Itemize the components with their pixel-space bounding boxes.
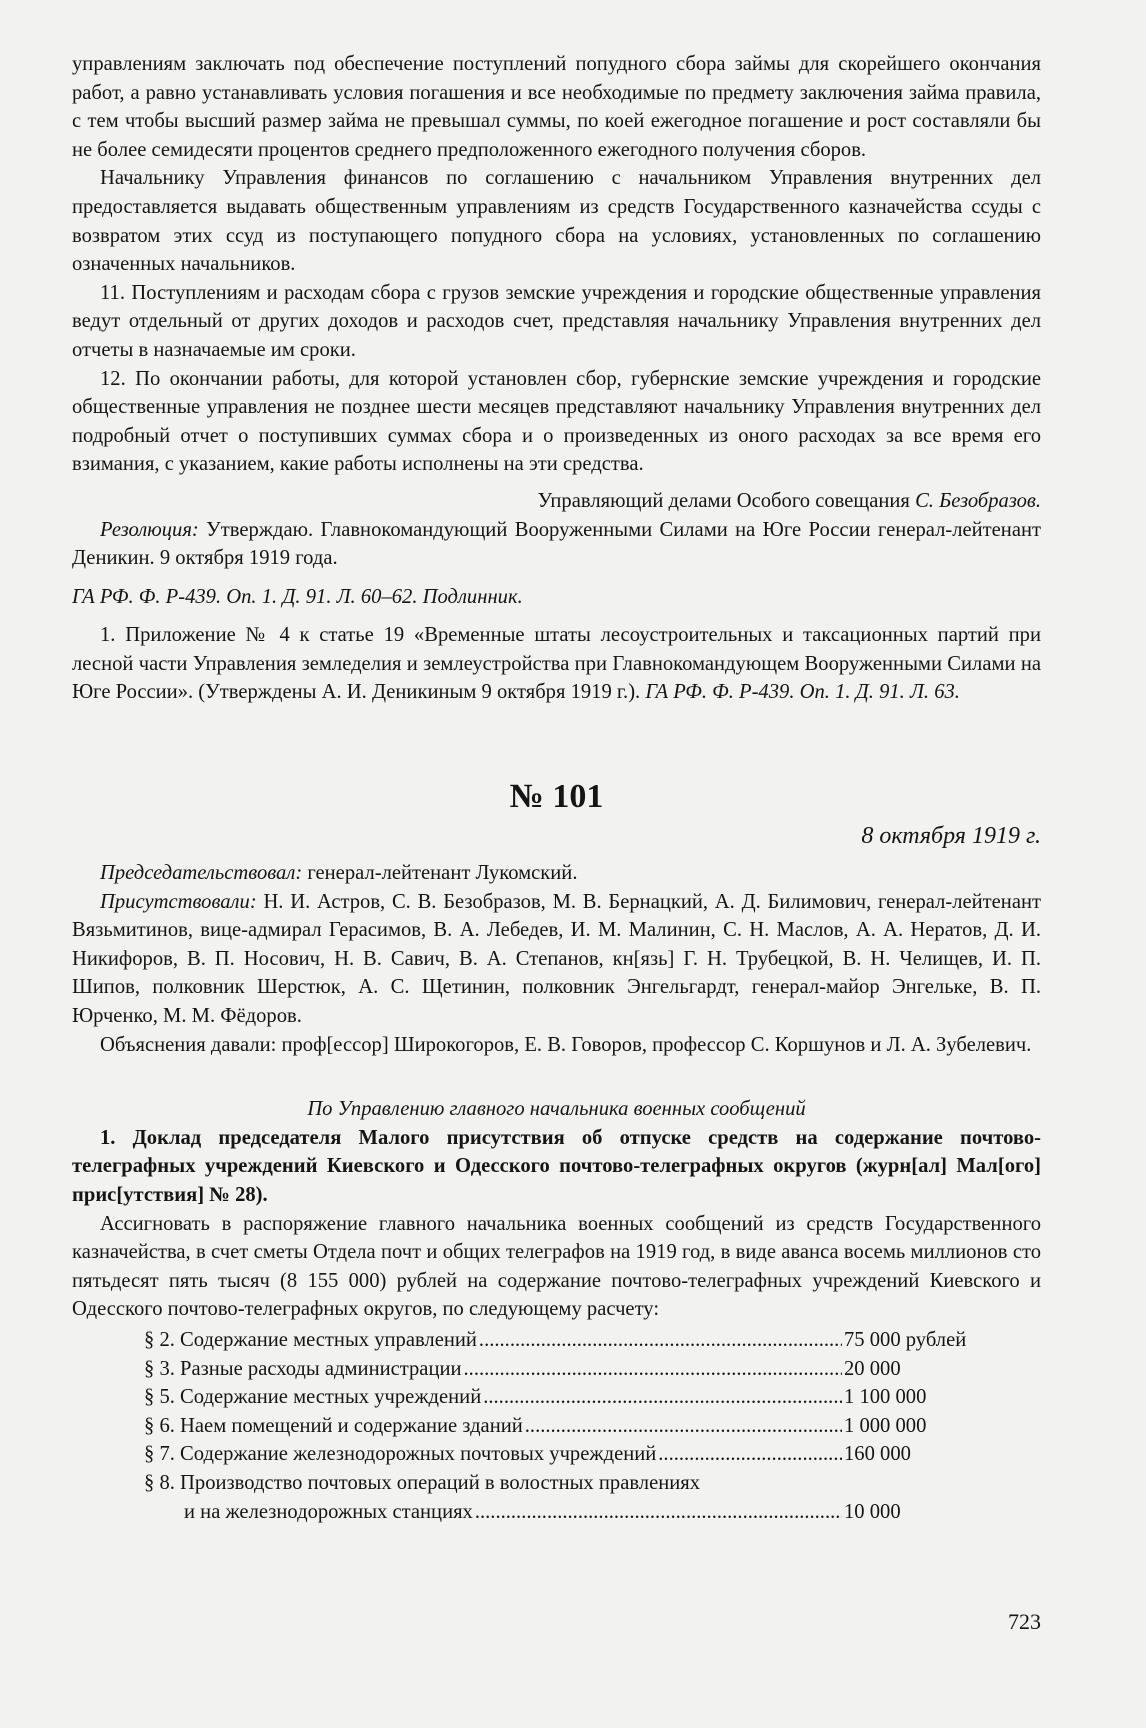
expense-amount: 20 000 [844,1357,901,1380]
expense-label: § 8. Производство почтовых операций в волостных правлениях [144,1471,701,1494]
continuation-paragraph: управлениям заключать под обеспечение поступлений попудного сбора займы для скорейшего окончания работ, а равно устанавливать условия погашения и все необходимые по предмету заключения займа правила, с тем чтобы высший размер займа не превышал суммы, по коей ежегодное погашение и рост составляли бы не более семидесяти процентов среднего предположенного ежегодного получения сборов. [72,53,1041,161]
expense-list [144,1326,984,1526]
signature [72,487,1041,516]
expense-amount: 1 000 000 [844,1414,927,1437]
chaired-label: Председательствовал: [100,862,303,885]
finance-paragraph: Начальнику Управления финансов по соглашению с начальником Управления внутренних дел предоставляется выдавать общественным управлениям из средств Государственного казначейства ссуды с возвратом этих ссуд из поступающего попудного сбора на условиях, установленных по соглашению означенных начальников. [72,167,1041,276]
expense-amount: 1 100 000 [844,1386,927,1409]
present-paragraph [72,888,1041,1031]
present-names: Н. И. Астров, С. В. Безобразов, М. В. Бернацкий, А. Д. Билимович, генерал-лейтенант Вязьмитинов, вице-адмирал Герасимов, В. А. Лебедев, И. М. Малинин, С. Н. Маслов, А. А. Нератов, Д. И. Никифоров, В. П. Носович, Н. В. Савич, В. А. Степанов, кн[язь] Г. Н. Трубецкой, В. Н. Челищев, И. П. Шипов, полковник Шерстюк, А. С. Щетинин, полковник Энгельгардт, генерал-майор Энгельке, В. П. Юрченко, М. М. Фёдоров. [72,890,1041,1028]
resolution-text: Утверждаю. Главнокомандующий Вооруженными Силами на Юге России генерал-лейтенант Деникин. 9 октября 1919 года. [72,518,1041,570]
appendix-text: 1. Приложение № 4 к статье 19 «Временные штаты лесоустроительных и таксационных партий при лесной части Управления земледелия и землеустройства при Главнокомандующем Вооруженными Силами на Юге России». (Утверждены А. И. Деникиным 9 октября 1919 г.). [72,624,1041,704]
document-number: № 101 [509,778,604,816]
chaired-name: генерал-лейтенант Лукомский. [307,862,578,885]
appendix-reference: ГА РФ. Ф. Р-439. Оп. 1. Д. 91. Л. 63. [645,681,960,704]
expense-label: § 7. Содержание железнодорожных почтовых учреждений [144,1443,657,1466]
expense-row-last-head [144,1469,984,1498]
document-date: 8 октября 1919 г. [861,823,1041,850]
chaired-line [72,859,1041,888]
expense-row-last [144,1498,984,1527]
explained-paragraph: Объяснения давали: проф[ессор] Широкогоров, Е. В. Говоров, профессор С. Коршунов и Л. А. Зубелевич. [100,1033,1032,1056]
appendix-note [72,621,1041,707]
expense-amount: 10 000 [844,1500,901,1523]
expense-label-continued: и на железнодорожных станциях [184,1500,473,1523]
expense-row [144,1326,984,1355]
signature-role: Управляющий делами Особого совещания [537,489,910,512]
expense-label: § 2. Содержание местных управлений [144,1328,477,1351]
clause-12: 12. По окончании работы, для которой установлен сбор, губернские земские учреждения и городские общественные управления не позднее шести месяцев представляют начальнику Управления внутренних дел подробный отчет о поступивших суммах сбора и о произведенных из оного расходах за все время его взимания, с указанием, какие работы исполнены на эти средства. [72,367,1041,476]
expense-amount: 75 000 рублей [844,1328,967,1351]
expense-amount: 160 000 [844,1443,911,1466]
resolution [72,516,1041,573]
page-number: 723 [1008,1609,1041,1634]
signature-name: С. Безобразов. [915,489,1041,512]
expense-label: § 6. Наем помещений и содержание зданий [144,1414,523,1437]
expense-label: § 3. Разные расходы администрации [144,1357,462,1380]
section-heading: По Управлению главного начальника военных сообщений [307,1098,806,1121]
resolution-label: Резолюция: [100,518,199,541]
expense-row [144,1355,984,1384]
expense-row [144,1383,984,1412]
clause-11: 11. Поступлениям и расходам сбора с грузов земские учреждения и городские общественные управления ведут отдельный от других доходов и расходов счет, представляя начальнику Управления внутренних дел отчеты в назначаемые им сроки. [72,281,1041,361]
item-text: Ассигновать в распоряжение главного начальника военных сообщений из средств Государственного казначейства, в счет сметы Отдела почт и общих телеграфов на 1919 год, в виде аванса восемь миллионов сто пятьдесят пять тысяч (8 155 000) рублей на содержание почтово-телеграфных учреждений Киевского и Одесского почтово-телеграфных округов, по следующему расчету: [72,1212,1041,1321]
expense-row [144,1412,984,1441]
expense-label: § 5. Содержание местных учреждений [144,1386,482,1409]
item-title: 1. Доклад председателя Малого присутствия об отпуске средств на содержание почтово-телеграфных учреждений Киевского и Одесского почтово-телеграфных округов (журн[ал] Мал[ого] прис[утствия] № 28). [72,1126,1041,1206]
archive-reference: ГА РФ. Ф. Р-439. Оп. 1. Д. 91. Л. 60–62. Подлинник. [72,585,523,608]
present-label: Присутствовали: [100,890,257,913]
expense-row [144,1440,984,1469]
